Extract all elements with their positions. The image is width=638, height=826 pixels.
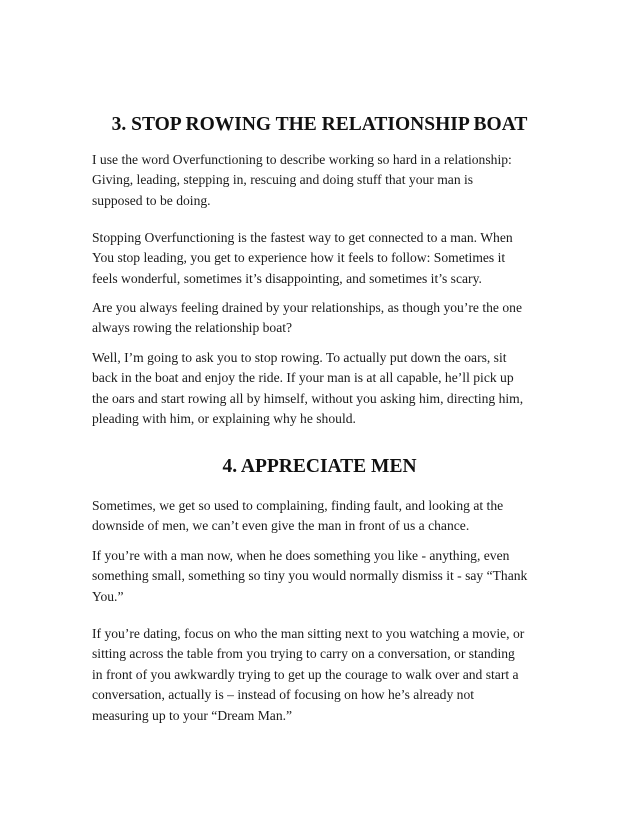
section-heading-appreciate-men: 4. APPRECIATE MEN	[222, 456, 417, 477]
text-line: supposed to be doing.	[92, 192, 211, 208]
text-line: pleading with him, or explaining why he should.	[92, 411, 356, 427]
text-line: sitting across the table from you trying to carry on a conversation, or standing	[92, 646, 515, 662]
text-line: I use the word Overfunctioning to describe working so hard in a relationship:	[92, 152, 512, 167]
text-line: conversation, actually is – instead of focusing on how he’s already not	[92, 687, 475, 703]
text-line: Well, I’m going to ask you to stop rowing. To actually put down the oars, sit	[92, 350, 507, 365]
text-line: something small, something so tiny you would normally dismiss it - say “Thank	[92, 568, 528, 584]
paragraph-complaining	[92, 496, 552, 537]
text-line: the oars and start rowing all by himself, without you asking him, directing him,	[92, 390, 524, 406]
text-line: always rowing the relationship boat?	[92, 320, 293, 336]
text-line: Stopping Overfunctioning is the fastest way to get connected to a man. When	[92, 230, 513, 245]
text-line: back in the boat and enjoy the ride. If your man is at all capable, he’ll pick up	[92, 370, 514, 386]
paragraph-say-thank-you	[92, 546, 552, 607]
text-line: in front of you awkwardly trying to get up the courage to walk over and start a	[92, 666, 519, 682]
text-line: downside of men, we can’t even give the man in front of us a chance.	[92, 518, 470, 534]
section-heading-stop-rowing: 3. STOP ROWING THE RELATIONSHIP BOAT	[111, 114, 528, 135]
text-line: You.”	[92, 588, 124, 604]
paragraph-overfunctioning-definition	[92, 150, 552, 211]
text-line: Are you always feeling drained by your relationships, as though you’re the one	[92, 300, 522, 315]
text-line: feels wonderful, sometimes it’s disappointing, and sometimes it’s scary.	[92, 270, 482, 286]
text-line: Sometimes, we get so used to complaining, finding fault, and looking at the	[92, 498, 504, 513]
text-line: measuring up to your “Dream Man.”	[92, 707, 293, 723]
text-line: If you’re dating, focus on who the man sitting next to you watching a movie, or	[92, 626, 525, 641]
text-line: Giving, leading, stepping in, rescuing and doing stuff that your man is	[92, 172, 474, 188]
paragraph-stop-rowing	[92, 348, 552, 430]
text-line: If you’re with a man now, when he does something you like - anything, even	[92, 548, 510, 563]
paragraph-stopping-overfunctioning	[92, 228, 552, 289]
paragraph-feeling-drained	[92, 298, 552, 339]
paragraph-dating-focus	[92, 624, 552, 726]
text-line: You stop leading, you get to experience how it feels to follow: Sometimes it	[92, 250, 506, 266]
